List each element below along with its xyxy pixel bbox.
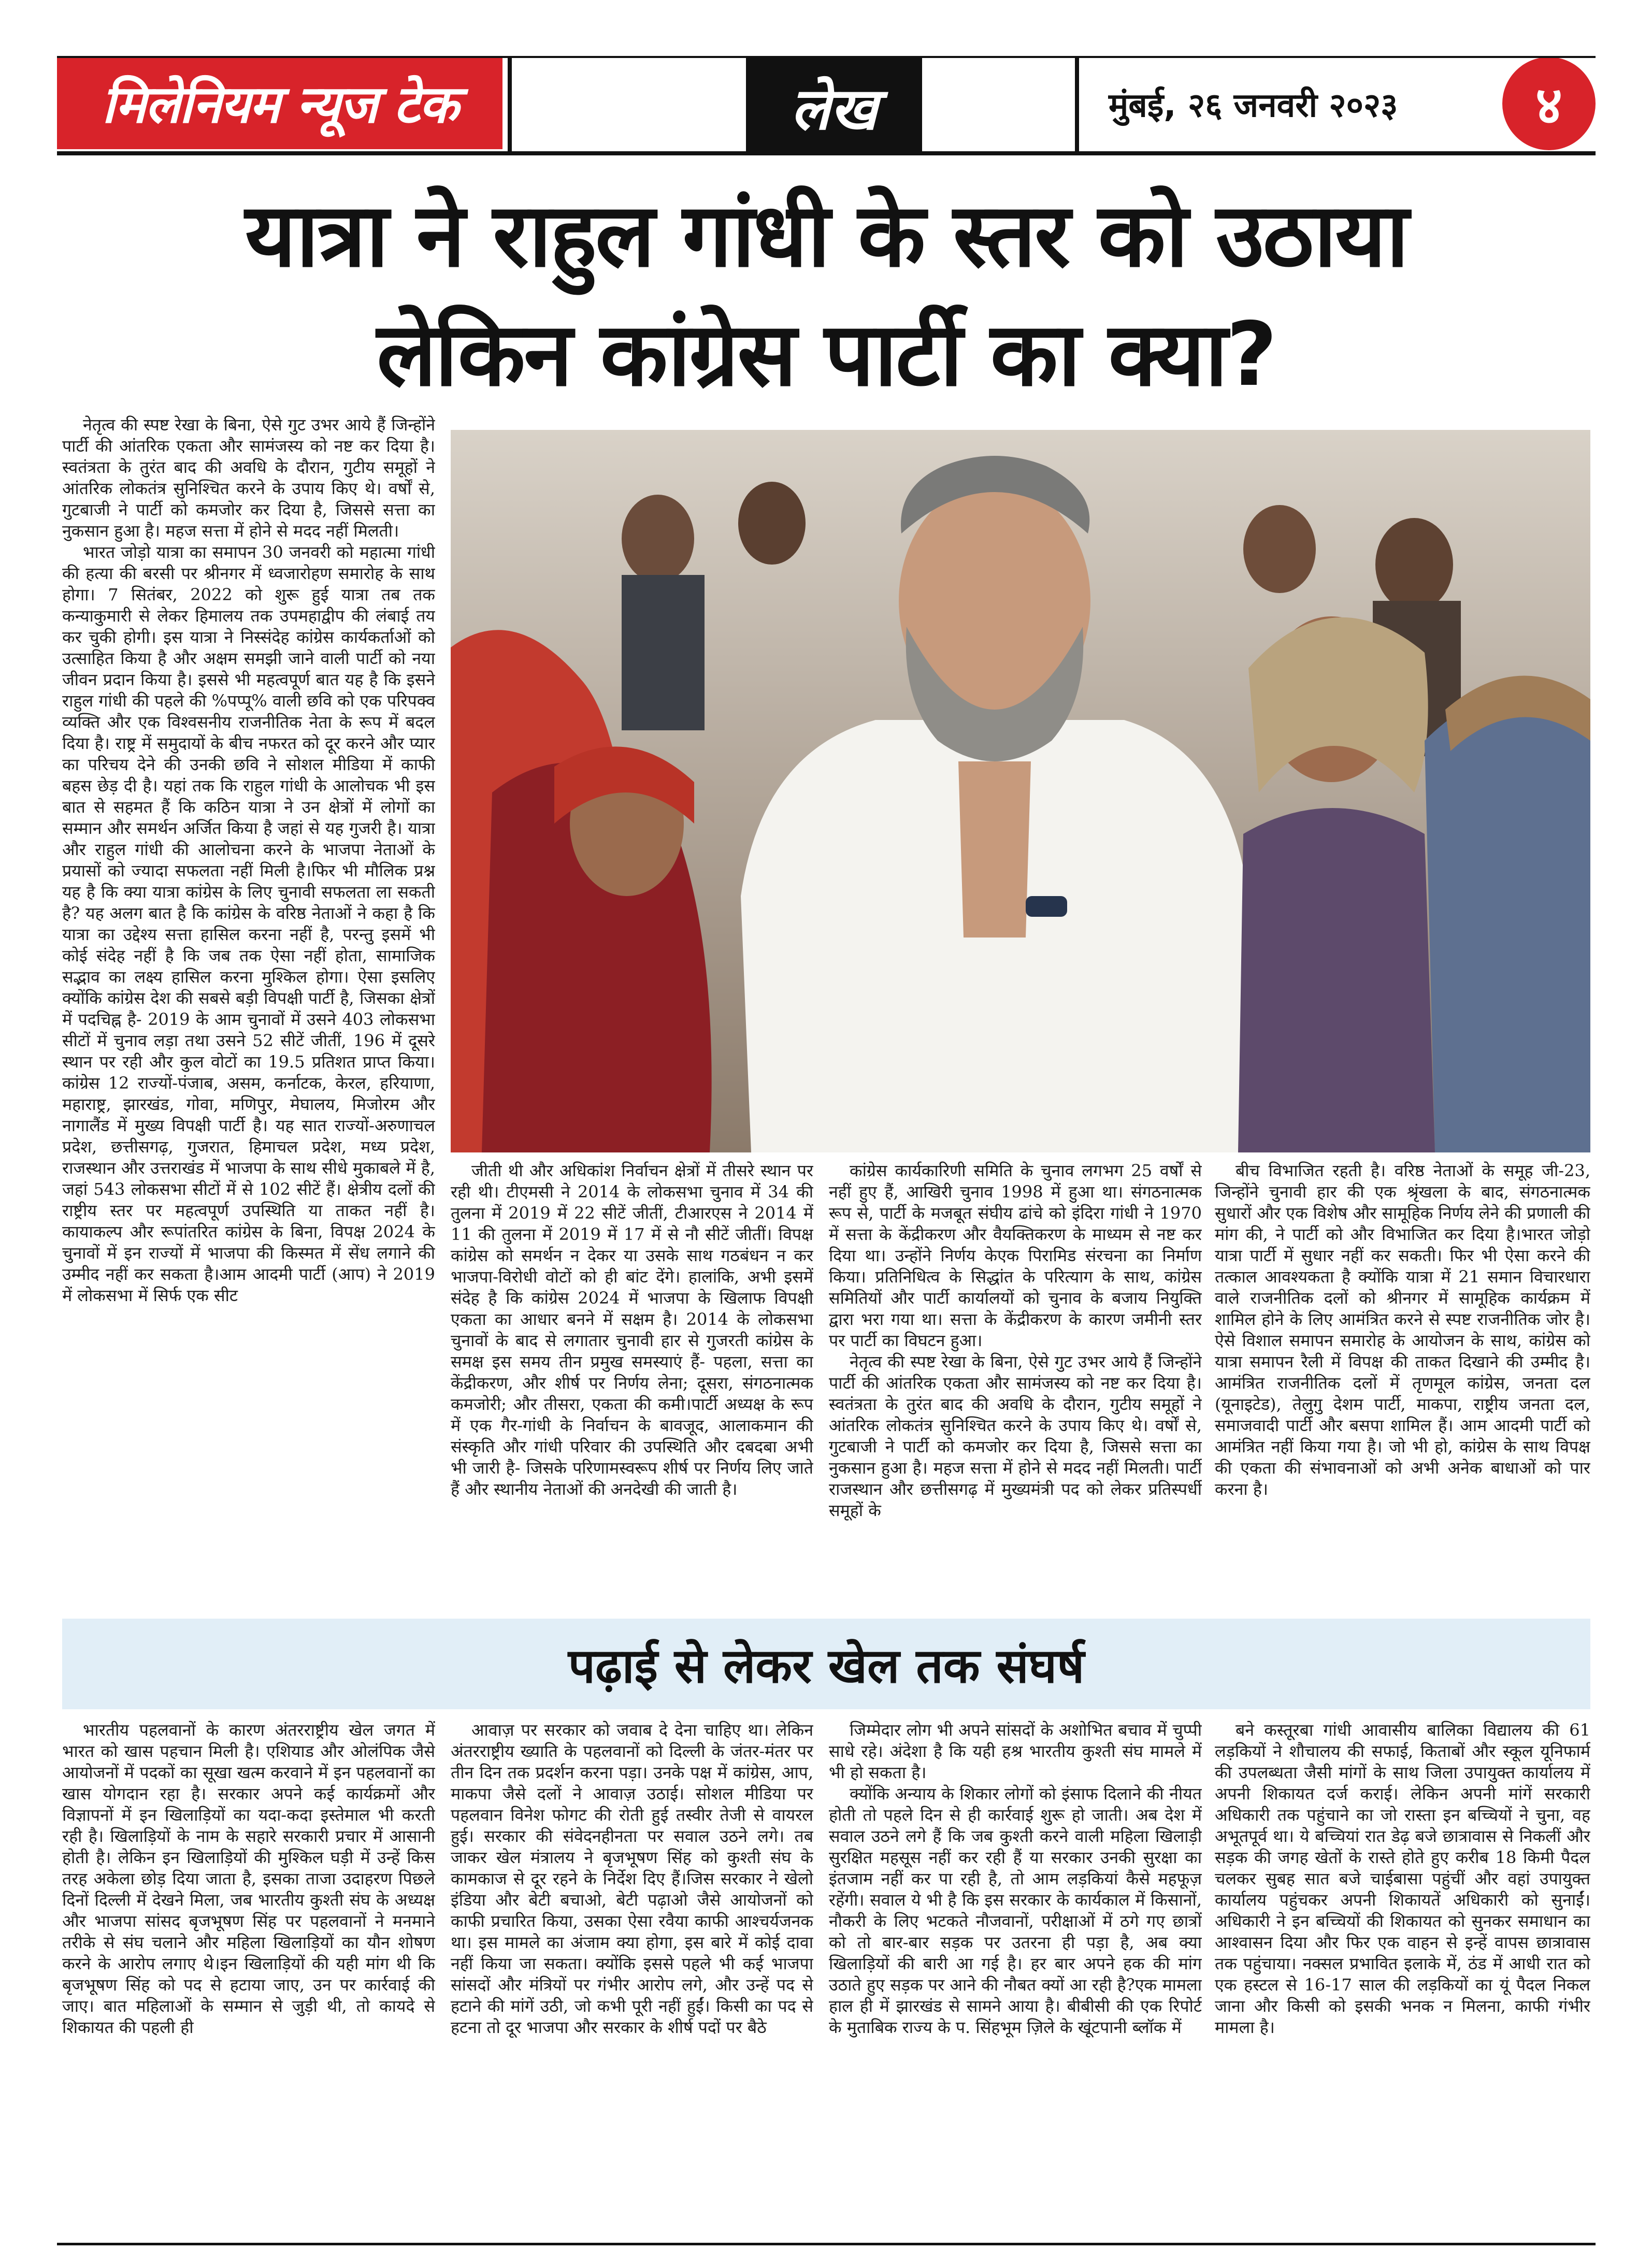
paragraph: नेतृत्व की स्पष्ट रेखा के बिना, ऐसे गुट उभर आये हैं जिन्होंने पार्टी की आंतरिक एकता और सामंजस्य को नष्ट कर दिया है। स्वतंत्रता के तुरंत बाद की अवधि के दौरान, गुटीय समूहों ने आंतरिक लोकतंत्र सुनिश्चित करने के उपाय किए थे। वर्षों से, गुटबाजी ने पार्टी को कमजोर कर दिया है, जिससे सत्ता का नुकसान हुआ है। महज सत्ता में होने से मदद नहीं मिलती। <box>62 415 435 541</box>
masthead-rule <box>57 151 1596 155</box>
paragraph: भारत जोड़ो यात्रा का समापन 30 जनवरी को महात्मा गांधी की हत्या की बरसी पर श्रीनगर में ध्वजारोहण समारोह के साथ होगा। 7 सितंबर, 2022 को शुरू हुई यात्रा तब तक कन्याकुमारी से लेकर हिमालय तक उपमहाद्वीप की लंबाई तय कर चुकी होगी। इस यात्रा ने निस्संदेह कांग्रेस कार्यकर्ताओं को उत्साहित किया है और अक्षम समझी जाने वाली पार्टी को नया जीवन प्रदान किया है। इससे भी महत्वपूर्ण बात यह है कि इसने राहुल गांधी की पहले की %पप्पू% वाली छवि को एक परिपक्व व्यक्ति और एक विश्वसनीय राजनीतिक नेता के रूप में बदल दिया है। राष्ट्र में समुदायों के बीच नफरत को दूर करने और प्यार का परिचय देने की उनकी छवि ने सोशल मीडिया में काफी बहस छेड़ दी है। यहां तक कि राहुल गांधी के आलोचक भी इस बात से सहमत हैं कि कठिन यात्रा ने उन क्षेत्रों में लोगों का सम्मान और समर्थन अर्जित किया है जहां से यह गुजरी है। यात्रा और राहुल गांधी की आलोचना करने के भाजपा नेताओं के प्रयासों को ज्यादा सफलता नहीं मिली है।फिर भी मौलिक प्रश्न यह है कि क्या यात्रा कांग्रेस के लिए चुनावी सफलता ला सकती है? यह अलग बात है कि कांग्रेस के वरिष्ठ नेताओं ने कहा है कि यात्रा का उद्देश्य सत्ता हासिल करना नहीं है, परन्तु इसमें भी कोई संदेह नहीं है कि जब तक ऐसा नहीं होता, सामाजिक सद्भाव का लक्ष्य हासिल करना मुश्किल होगा। ऐसा इसलिए क्योंकि कांग्रेस देश की सबसे बड़ी विपक्षी पार्टी है, जिसका क्षेत्रों में पदचिह्न है- 2019 के आम चुनावों में उसने 403 लोकसभा सीटों में चुनाव लड़ा तथा उसने 52 सीटें जीतीं, 196 में दूसरे स्थान पर रही और कुल वोटों का 19.5 प्रतिशत प्राप्त किया।कांग्रेस 12 राज्यों-पंजाब, असम, कर्नाटक, केरल, हरियाणा, महाराष्ट्र, झारखंड, गोवा, मणिपुर, मेघालय, मिजोरम और नागालैंड में मुख्य विपक्षी पार्टी है। यह सात राज्यों-अरुणाचल प्रदेश, छत्तीसगढ़, गुजरात, हिमाचल प्रदेश, मध्य प्रदेश, राजस्थान और उत्तराखंड में भाजपा के साथ सीधे मुकाबले में है, जहां 543 लोकसभा सीटों में से 102 सीटें हैं। क्षेत्रीय दलों की राष्ट्रीय स्तर पर महत्वपूर्ण उपस्थिति या ताकत नहीं है। कायाकल्प और रूपांतरित कांग्रेस के बिना, विपक्ष 2024 के चुनावों में इन राज्यों में भाजपा की किस्मत में सेंध लगाने की उम्मीद नहीं कर सकता है।आम आदमी पार्टी (आप) ने 2019 में लोकसभा में सिर्फ एक सीट <box>62 542 435 1305</box>
article-column-4 <box>1215 1160 1590 1611</box>
paragraph: बने कस्तूरबा गांधी आवासीय बालिका विद्यालय की 61 लड़कियों ने शौचालय की सफाई, किताबों और स्कूल यूनिफार्म की उपलब्धता जैसी मांगों के साथ जिला उपायुक्त कार्यालय में अपनी शिकायत दर्ज कराई। लेकिन अपनी मांगें सरकारी अधिकारी तक पहुंचाने का जो रास्ता इन बच्चियों ने चुना, वह अभूतपूर्व था। ये बच्चियां रात डेढ़ बजे छात्रावास से निकलीं और सड़क की जगह खेतों के रास्ते होते हुए करीब 18 किमी पैदल चलकर सुबह सात बजे चाईबासा पहुंचीं और वहां उपायुक्त कार्यालय पहुंचकर अपनी शिकायतें अधिकारी को सुनाईं। अधिकारी ने इन बच्चियों की शिकायत को सुनकर समाधान का आश्वासन दिया और फिर एक वाहन से इन्हें वापस छात्रावास तक पहुंचाया। नक्सल प्रभावित इलाके में, ठंड में आधी रात को एक हस्टल से 16-17 साल की लड़कियों का यूं पैदल निकल जाना और किसी को इसकी भनक न मिलना, काफी गंभीर मामला है। <box>1215 1720 1590 2037</box>
article2-column-2 <box>451 1720 813 2232</box>
paragraph: क्योंकि अन्याय के शिकार लोगों को इंसाफ दिलाने की नीयत होती तो पहले दिन से ही कार्रवाई शुरू हो जाती। अब देश में सवाल उठने लगे हैं कि जब कुश्ती करने वाली महिला खिलाड़ी सुरक्षित महसूस नहीं कर रही हैं या सरकार उनकी सुरक्षा का इंतजाम नहीं कर पा रही है, तो आम लड़कियां कैसे महफूज़ रहेंगी। सवाल ये भी है कि इस सरकार के कार्यकाल में किसानों, नौकरी के लिए भटकते नौजवानों, परीक्षाओं में ठगे गए छात्रों को तो बार-बार सड़क पर उतरना ही पड़ा है, अब क्या खिलाड़ियों की बारी आ गई है। हर बार अपने हक की मांग उठाते हुए सड़क पर आने की नौबत क्यों आ रही है?एक मामला हाल ही में झारखंड से सामने आया है। बीबीसी की एक रिपोर्ट के मुताबिक राज्य के प. सिंहभूम ज़िले के खूंटपानी ब्लॉक में <box>829 1784 1202 2037</box>
section-label: लेख <box>746 57 922 155</box>
paragraph: कांग्रेस कार्यकारिणी समिति के चुनाव लगभग 25 वर्षों से नहीं हुए हैं, आखिरी चुनाव 1998 में हुआ था। संगठनात्मक रूप से, पार्टी के मजबूत संघीय ढांचे को इंदिरा गांधी ने 1970 में सत्ता के केंद्रीकरण और वैयक्तिकरण के माध्यम से नष्ट कर दिया था। उन्होंने निर्णय केएक पिरामिड संरचना का निर्माण किया। प्रतिनिधित्व के सिद्धांत के परित्याग के साथ, कांग्रेस समितियों और पार्टी कार्यालयों को चुनाव के बजाय नियुक्ति द्वारा भरा गया था। सत्ता के केंद्रीकरण के कारण जमीनी स्तर पर पार्टी का विघटन हुआ। <box>829 1161 1202 1350</box>
masthead-divider <box>1075 56 1079 152</box>
brand-logo: मिलेनियम न्यूज टेक <box>57 56 502 149</box>
article-column-2 <box>451 1160 813 1611</box>
article2-column-1 <box>62 1720 435 2232</box>
masthead-divider <box>508 56 512 152</box>
paragraph: आवाज़ पर सरकार को जवाब दे देना चाहिए था। लेकिन अंतरराष्ट्रीय ख्याति के पहलवानों को दिल्ली के जंतर-मंतर पर तीन दिन तक प्रदर्शन करना पड़ा। उनके पक्ष में कांग्रेस, आप, माकपा जैसे दलों ने आवाज़ उठाई। सोशल मीडिया पर पहलवान विनेश फोगट की रोती हुई तस्वीर तेजी से वायरल हुई। सरकार की संवेदनहीनता पर सवाल उठने लगे। तब जाकर खेल मंत्रालय ने बृजभूषण सिंह को कुश्ती संघ के कामकाज से दूर रहने के निर्देश दिए हैं।जिस सरकार ने खेलो इंडिया और बेटी बचाओ, बेटी पढ़ाओ जैसे आयोजनों को काफी प्रचारित किया, उसका ऐसा रवैया काफी आश्चर्यजनक था। इस मामले का अंजाम क्या होगा, इस बारे में कोई दावा नहीं किया जा सकता। क्योंकि इससे पहले भी कई भाजपा सांसदों और मंत्रियों पर गंभीर आरोप लगे, और उन्हें पद से हटाने की मांगें उठी, जो कभी पूरी नहीं हुईं। किसी का पद से हटना तो दूर भाजपा और सरकार के शीर्ष पदों पर बैठे <box>451 1720 813 2037</box>
paragraph: बीच विभाजित रहती है। वरिष्ठ नेताओं के समूह जी-23, जिन्होंने चुनावी हार की एक श्रृंखला के बाद, संगठनात्मक सुधारों और एक विशेष और सामूहिक निर्णय लेने की प्रणाली की मांग की, ने पार्टी को और विभाजित कर दिया है।भारत जोड़ो यात्रा पार्टी में सुधार नहीं कर सकती। फिर भी ऐसा करने की तत्काल आवश्यकता है क्योंकि यात्रा में 21 समान विचारधारा वाले राजनीतिक दलों को श्रीनगर में सामूहिक कार्यक्रम में शामिल होने के लिए आमंत्रित करने से स्पष्ट राजनीतिक जोर है। ऐसे विशाल समापन समारोह के आयोजन के साथ, कांग्रेस को यात्रा समापन रैली में विपक्ष की ताकत दिखाने की उम्मीद है। आमंत्रित राजनीतिक दलों में तृणमूल कांग्रेस, जनता दल (यूनाइटेड), तेलुगु देशम पार्टी, माकपा, राष्ट्रीय जनता दल, समाजवादी पार्टी और बसपा शामिल हैं। आम आदमी पार्टी को आमंत्रित नहीं किया गया है। जो भी हो, कांग्रेस के साथ विपक्ष की एकता की संभावनाओं को अभी अनेक बाधाओं को पार करना है। <box>1215 1161 1590 1499</box>
article-column-3 <box>829 1160 1202 1611</box>
page-number-badge: ४ <box>1502 57 1596 150</box>
headline <box>62 176 1590 414</box>
headline-line-1: यात्रा ने राहुल गांधी के स्तर को उठाया <box>245 184 1407 287</box>
masthead-top-rule <box>57 56 1596 58</box>
dateline: मुंबई, २६ जनवरी २०२३ <box>1109 86 1398 125</box>
second-article-headline <box>62 1619 1590 1709</box>
second-article-title: पढ़ाई से लेकर खेल तक संघर्ष <box>568 1632 1085 1696</box>
paragraph: जिम्मेदार लोग भी अपने सांसदों के अशोभित बचाव में चुप्पी साधे रहे। अंदेशा है कि यही हश्र भारतीय कुश्ती संघ मामले में भी हो सकता है। <box>829 1720 1202 1782</box>
headline-line-2: लेकिन कांग्रेस पार्टी का क्या? <box>377 304 1276 406</box>
photo-illustration <box>451 430 1590 1152</box>
article-column-1 <box>62 414 435 1611</box>
footer-rule <box>57 2243 1596 2245</box>
article2-column-4 <box>1215 1720 1590 2232</box>
article2-column-3 <box>829 1720 1202 2232</box>
paragraph: जीती थी और अधिकांश निर्वाचन क्षेत्रों में तीसरे स्थान पर रही थी। टीएमसी ने 2014 के लोकसभा चुनाव में 34 की तुलना में 2019 में 22 सीटें जीतीं, टीआरएस ने 2014 में 11 की तुलना में 2019 में 17 में से नौ सीटें जीतीं। विपक्ष कांग्रेस को समर्थन न देकर या उसके साथ गठबंधन न कर भाजपा-विरोधी वोटों को ही बांट देंगे। हालांकि, अभी इसमें संदेह है कि कांग्रेस 2024 में भाजपा के खिलाफ विपक्षी एकता का आधार बनने में सक्षम है। 2014 के लोकसभा चुनावों के बाद से लगातार चुनावी हार से गुजरती कांग्रेस के समक्ष इस समय तीन प्रमुख समस्याएं हैं- पहला, सत्ता का केंद्रीकरण, और शीर्ष पर निर्णय लेना; दूसरा, संगठनात्मक कमजोरी; और तीसरा, एकता की कमी।पार्टी अध्यक्ष के रूप में एक गैर-गांधी के निर्वाचन के बावजूद, आलाकमान की संस्कृति और गांधी परिवार की उपस्थिति और दबदबा अभी भी जारी है- जिसके परिणामस्वरूप शीर्ष पर निर्णय लिए जाते हैं और स्थानीय नेताओं की अनदेखी की जाती है। <box>451 1161 813 1499</box>
paragraph: नेतृत्व की स्पष्ट रेखा के बिना, ऐसे गुट उभर आये हैं जिन्होंने पार्टी की आंतरिक एकता और सामंजस्य को नष्ट कर दिया है। स्वतंत्रता के तुरंत बाद की अवधि के दौरान, गुटीय समूहों ने आंतरिक लोकतंत्र सुनिश्चित करने के उपाय किए थे। वर्षों से, गुटबाजी ने पार्टी को कमजोर कर दिया है, जिससे सत्ता का नुकसान हुआ है। महज सत्ता में होने से मदद नहीं मिलती। पार्टी राजस्थान और छत्तीसगढ़ में मुख्यमंत्री पद को लेकर प्रतिस्पर्धी समूहों के <box>829 1352 1202 1520</box>
lead-photo <box>451 430 1590 1152</box>
paragraph: भारतीय पहलवानों के कारण अंतरराष्ट्रीय खेल जगत में भारत को खास पहचान मिली है। एशियाड और ओलंपिक जैसे आयोजनों में पदकों का सूखा खत्म करवाने में इन पहलवानों का खास योगदान रहा है। सरकार अपने कई कार्यक्रमों और विज्ञापनों में इन खिलाड़ियों का यदा-कदा इस्तेमाल भी करती रही है। खिलाड़ियों के नाम के सहारे सरकारी प्रचार में आसानी होती है। लेकिन इन खिलाड़ियों की मुश्किल घड़ी में उन्हें किस तरह अकेला छोड़ दिया जाता है, इसका ताजा उदाहरण पिछले दिनों दिल्ली में देखने मिला, जब भारतीय कुश्ती संघ के अध्यक्ष और भाजपा सांसद बृजभूषण सिंह पर पहलवानों ने मनमाने तरीके से संघ चलाने और महिला खिलाड़ियों का यौन शोषण करने के आरोप लगाए थे।इन खिलाड़ियों की यही मांग थी कि बृजभूषण सिंह को पद से हटाया जाए, उन पर कार्रवाई की जाए। बात महिलाओं के सम्मान से जुड़ी थी, तो कायदे से शिकायत की पहली ही <box>62 1720 435 2037</box>
